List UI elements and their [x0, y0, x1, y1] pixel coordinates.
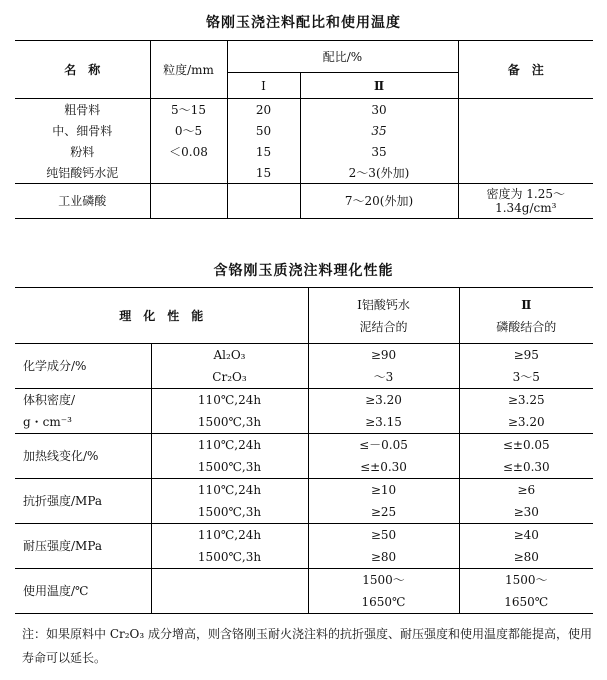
row-remark	[458, 162, 593, 184]
table-row	[15, 141, 593, 162]
value-ii: ≤±0.30	[459, 456, 593, 479]
row-name: 粗骨料	[64, 102, 101, 117]
table-row	[15, 569, 593, 592]
condition: 110℃,24h	[151, 389, 308, 412]
condition: 110℃,24h	[151, 434, 308, 457]
value-ii: ≤±0.05	[459, 434, 593, 457]
row-granularity: ＜0.08	[150, 141, 227, 162]
condition: 1500℃,3h	[151, 501, 308, 524]
condition: 110℃,24h	[151, 524, 308, 547]
value-i: ≥80	[308, 546, 459, 569]
value-i: ≥50	[308, 524, 459, 547]
value-i: 1650℃	[308, 591, 459, 614]
row-name: 粉料	[70, 144, 95, 159]
row-granularity	[150, 184, 227, 219]
header-property: 理 化 性 能	[15, 288, 308, 344]
row-granularity: 0～5	[150, 120, 227, 141]
condition: Cr₂O₃	[151, 366, 308, 389]
table-row	[15, 479, 593, 502]
row-ratio-i: 15	[227, 141, 300, 162]
table-row	[15, 389, 593, 412]
value-ii: ≥3.25	[459, 389, 593, 412]
header-ratio-ii: Ⅱ	[300, 73, 458, 99]
value-ii: ≥30	[459, 501, 593, 524]
table-row	[15, 99, 593, 121]
value-i: 1500～	[308, 569, 459, 592]
value-i: ≥25	[308, 501, 459, 524]
row-ratio-i: 50	[227, 120, 300, 141]
row-ratio-ii: 2～3(外加)	[300, 162, 458, 184]
condition: Al₂O₃	[151, 344, 308, 367]
table-row	[15, 184, 593, 219]
row-ratio-ii: 35	[300, 141, 458, 162]
value-ii: ≥95	[459, 344, 593, 367]
header-col-ii-line2: 磷酸结合的	[496, 319, 557, 334]
footnote: 注：如果原料中 Cr₂O₃ 成分增高，则含铬刚玉耐火浇注料的抗折强度、耐压强度和使用温度都能提高，使用寿命可以延长。	[22, 627, 593, 665]
header-ratio: 配比/%	[227, 41, 458, 73]
row-remark	[458, 99, 593, 121]
row-name: 工业磷酸	[15, 184, 150, 219]
value-ii: 1650℃	[459, 591, 593, 614]
table1-title: 铬刚玉浇注料配比和使用温度	[206, 15, 401, 31]
value-ii: ≥40	[459, 524, 593, 547]
table-row	[15, 344, 593, 367]
value-i: ≥3.20	[308, 389, 459, 412]
header-remark: 备 注	[458, 41, 593, 99]
value-i: ≥10	[308, 479, 459, 502]
property-name: 耐压强度/MPa	[15, 524, 151, 569]
value-ii: ≥6	[459, 479, 593, 502]
row-granularity	[150, 162, 227, 184]
row-granularity: 5～15	[150, 99, 227, 121]
row-ratio-i	[227, 184, 300, 219]
row-ratio-ii: 30	[300, 99, 458, 121]
header-col-ii-line1: Ⅱ	[521, 297, 532, 312]
value-i: ～3	[308, 366, 459, 389]
table-row	[15, 120, 593, 141]
property-name	[15, 389, 151, 434]
row-ratio-i: 20	[227, 99, 300, 121]
row-remark	[458, 141, 593, 162]
value-ii: 3～5	[459, 366, 593, 389]
value-ii: ≥3.20	[459, 411, 593, 434]
condition: 1500℃,3h	[151, 546, 308, 569]
condition: 1500℃,3h	[151, 411, 308, 434]
table-row	[15, 434, 593, 457]
row-name: 中、细骨料	[52, 123, 113, 138]
header-col-i	[308, 288, 459, 344]
value-ii: 1500～	[459, 569, 593, 592]
condition: 110℃,24h	[151, 479, 308, 502]
row-ratio-ii: 35	[300, 120, 458, 141]
mix-ratio-table	[15, 40, 593, 219]
header-col-ii	[459, 288, 593, 344]
condition: 1500℃,3h	[151, 456, 308, 479]
table-row	[15, 524, 593, 547]
header-col-i-line2: 泥结合的	[359, 319, 408, 334]
row-ratio-ii: 7～20(外加)	[300, 184, 458, 219]
header-name: 名 称	[15, 41, 150, 99]
property-name-line1: 体积密度/	[23, 393, 76, 407]
row-remark	[458, 120, 593, 141]
properties-table	[15, 287, 593, 614]
property-name: 加热线变化/%	[15, 434, 151, 479]
value-i: ≥3.15	[308, 411, 459, 434]
table-row	[15, 162, 593, 184]
header-ratio-i: I	[227, 73, 300, 99]
value-i: ≤－0.05	[308, 434, 459, 457]
value-i: ≤±0.30	[308, 456, 459, 479]
row-remark: 密度为 1.25～1.34g/cm³	[458, 184, 593, 219]
property-name-line2: g・cm⁻³	[23, 415, 72, 429]
property-name: 使用温度/℃	[15, 569, 151, 614]
header-granularity: 粒度/mm	[150, 41, 227, 99]
row-ratio-i: 15	[227, 162, 300, 184]
value-i: ≥90	[308, 344, 459, 367]
property-name: 抗折强度/MPa	[15, 479, 151, 524]
header-col-i-line1: Ⅰ铝酸钙水	[357, 297, 410, 312]
property-name: 化学成分/%	[15, 344, 151, 389]
table2-title: 含铬刚玉质浇注料理化性能	[213, 263, 394, 279]
value-ii: ≥80	[459, 546, 593, 569]
row-name: 纯铝酸钙水泥	[46, 165, 119, 180]
condition	[151, 569, 308, 614]
